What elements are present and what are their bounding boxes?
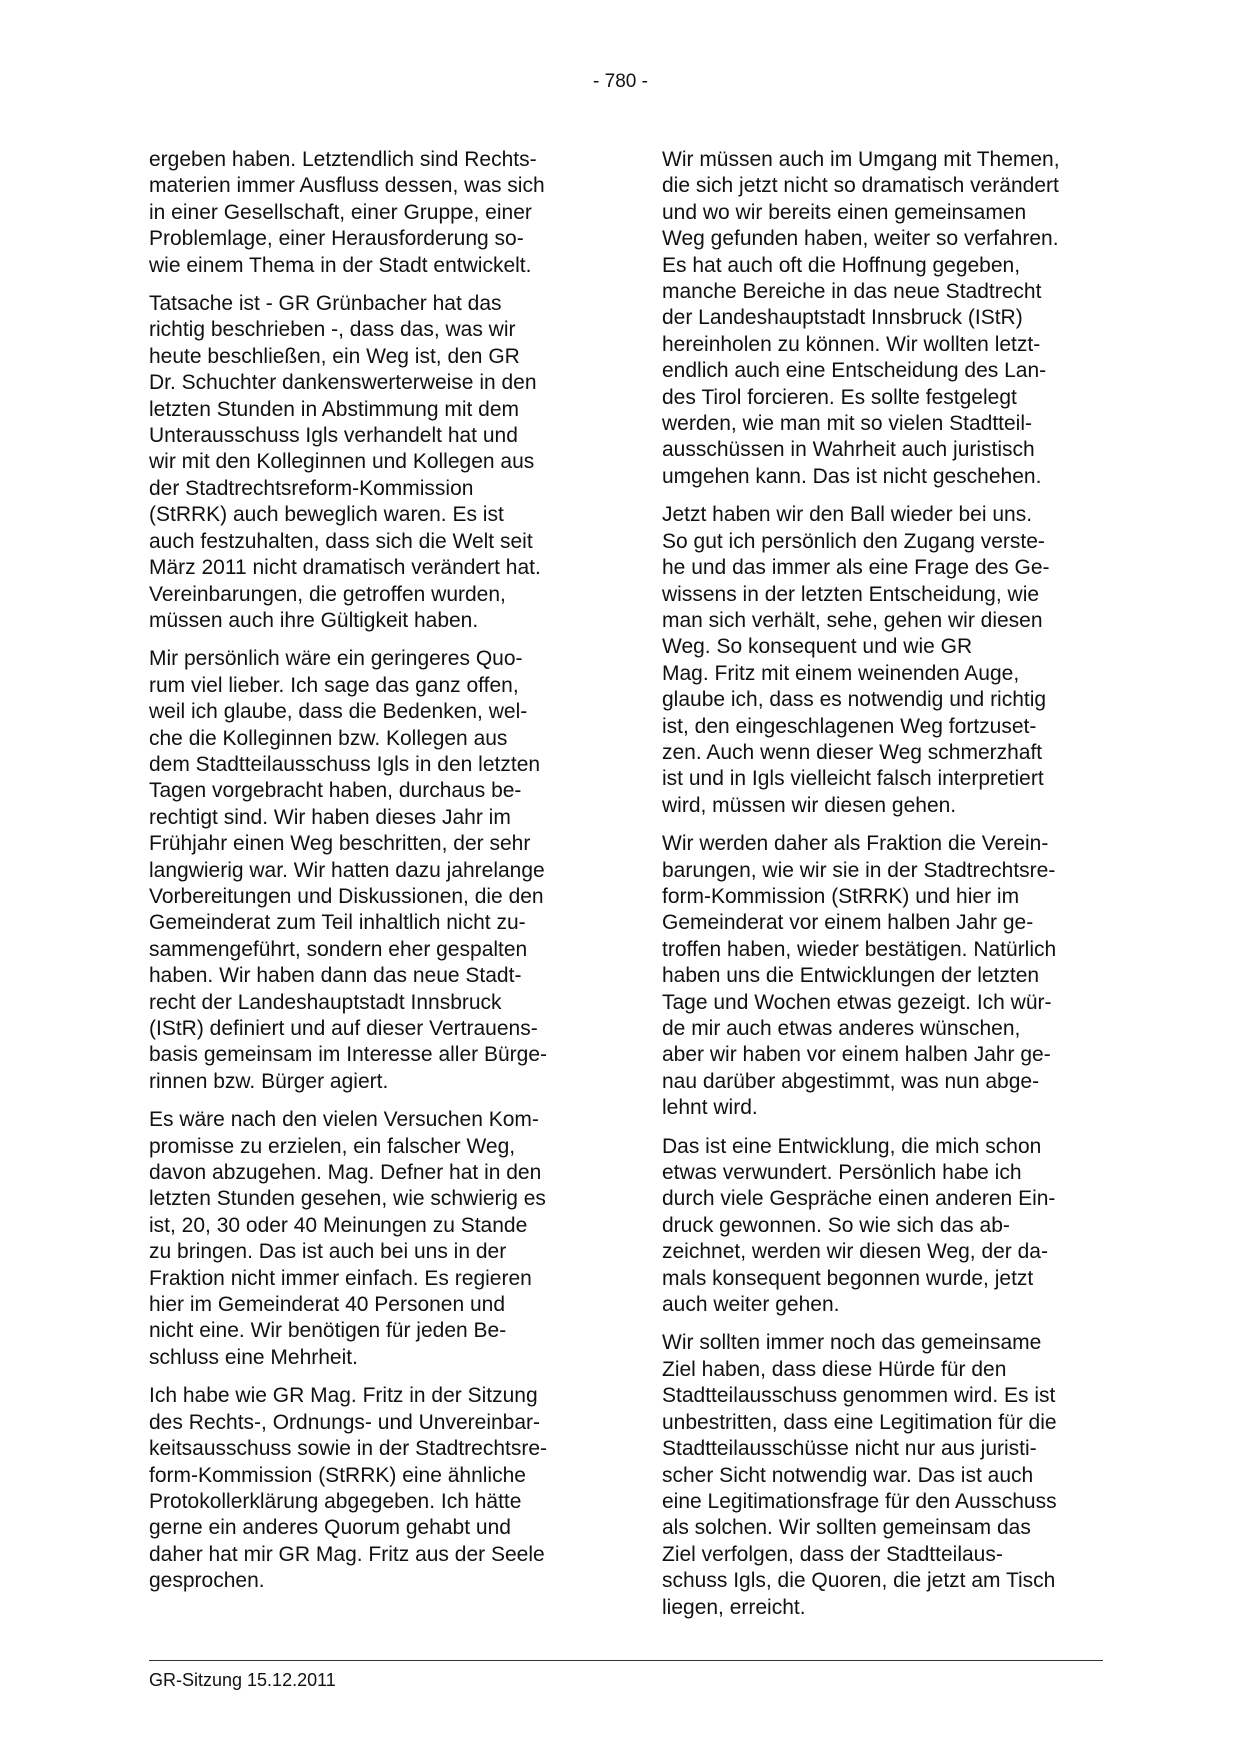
text-line: schluss eine Mehrheit. — [149, 1345, 358, 1369]
text-line: nau darüber abgestimmt, was nun abge- — [662, 1069, 1040, 1093]
text-line: ist, den eingeschlagenen Weg fortzuset- — [662, 714, 1037, 738]
text-line: zeichnet, werden wir diesen Weg, der da- — [662, 1240, 1048, 1264]
text-line: man sich verhält, sehe, gehen wir diesen — [662, 608, 1043, 632]
text-line: glaube ich, dass es notwendig und richtig — [662, 688, 1047, 712]
text-line: sammengeführt, sondern eher gespalten — [149, 937, 528, 961]
paragraph — [662, 1134, 1102, 1319]
text-line: nicht eine. Wir benötigen für jeden Be- — [149, 1319, 507, 1343]
text-line: auch festzuhalten, dass sich die Welt seit — [149, 529, 533, 553]
text-line: promisse zu erzielen, ein falscher Weg, — [149, 1134, 516, 1158]
text-line: Es hat auch oft die Hoffnung gegeben, — [662, 253, 1021, 277]
text-line: de mir auch etwas anderes wünschen, — [662, 1017, 1021, 1040]
text-line: in einer Gesellschaft, einer Gruppe, einer — [149, 200, 532, 224]
text-line: letzten Stunden gesehen, wie schwierig es — [149, 1187, 546, 1211]
paragraph — [662, 831, 1102, 1121]
text-line: Es wäre nach den vielen Versuchen Kom- — [149, 1108, 539, 1132]
text-line: So gut ich persönlich den Zugang verste- — [662, 529, 1045, 553]
text-line: barungen, wie wir sie in der Stadtrechtsre- — [662, 858, 1056, 882]
text-line: wissens in der letzten Entscheidung, wie — [662, 582, 1040, 606]
text-line: werden, wie man mit so vielen Stadtteil- — [662, 412, 1032, 436]
text-line: wir mit den Kolleginnen und Kollegen aus — [149, 450, 535, 474]
text-line: Protokollerklärung abgegeben. Ich hätte — [149, 1489, 522, 1513]
text-line: letzten Stunden in Abstimmung mit dem — [149, 397, 520, 421]
text-line: che die Kolleginnen bzw. Kollegen aus — [149, 726, 508, 750]
text-line: (StRRK) auch beweglich waren. Es ist — [149, 503, 504, 527]
text-line: Weg. So konsequent und wie GR — [662, 635, 973, 659]
text-line: wie einem Thema in der Stadt entwickelt. — [149, 253, 532, 277]
footer-session-date: GR-Sitzung 15.12.2011 — [149, 1670, 336, 1690]
text-line: Jetzt haben wir den Ball wieder bei uns. — [662, 503, 1033, 527]
text-line: troffen haben, wieder bestätigen. Natürlich — [662, 937, 1057, 961]
text-line: ist, 20, 30 oder 40 Meinungen zu Stande — [149, 1213, 528, 1237]
text-line: unbestritten, dass eine Legitimation für die — [662, 1410, 1057, 1434]
paragraph — [149, 291, 589, 634]
text-line: hereinholen zu können. Wir wollten letzt- — [662, 332, 1041, 356]
text-line: als solchen. Wir sollten gemeinsam das — [662, 1516, 1031, 1540]
text-line: und wo wir bereits einen gemeinsamen — [662, 200, 1027, 224]
text-line: eine Legitimationsfrage für den Ausschuss — [662, 1489, 1057, 1513]
text-line: richtig beschrieben -, dass das, was wir — [149, 318, 516, 342]
text-line: manche Bereiche in das neue Stadtrecht — [662, 280, 1042, 304]
paragraph — [149, 147, 589, 279]
text-line: he und das immer als eine Frage des Ge- — [662, 556, 1050, 580]
text-line: scher Sicht notwendig war. Das ist auch — [662, 1463, 1034, 1487]
text-line: gesprochen. — [149, 1569, 265, 1593]
text-line: Problemlage, einer Herausforderung so- — [149, 227, 524, 251]
text-line: Wir werden daher als Fraktion die Verein- — [662, 832, 1049, 856]
text-line: etwas verwundert. Persönlich habe ich — [662, 1161, 1022, 1185]
text-line: der Landeshauptstadt Innsbruck (IStR) — [662, 306, 1023, 330]
text-line: haben. Wir haben dann das neue Stadt- — [149, 964, 522, 988]
text-line: aber wir haben vor einem halben Jahr ge- — [662, 1043, 1051, 1067]
text-line: müssen auch ihre Gültigkeit haben. — [149, 608, 479, 632]
text-line: basis gemeinsam im Interesse aller Bürge- — [149, 1043, 547, 1067]
text-line: form-Kommission (StRRK) und hier im — [662, 884, 1020, 908]
text-line: Fraktion nicht immer einfach. Es regieren — [149, 1266, 532, 1290]
text-line: materien immer Ausfluss dessen, was sich — [149, 174, 545, 198]
text-line: auch weiter gehen. — [662, 1293, 840, 1317]
text-line: hier im Gemeinderat 40 Personen und — [149, 1293, 506, 1317]
text-line: Ich habe wie GR Mag. Fritz in der Sitzung — [149, 1384, 538, 1408]
text-line: Gemeinderat zum Teil inhaltlich nicht zu- — [149, 911, 526, 935]
footer-divider — [149, 1660, 1103, 1661]
text-line: wird, müssen wir diesen gehen. — [662, 793, 957, 817]
text-line: dem Stadtteilausschuss Igls in den letzten — [149, 752, 541, 776]
text-line: keitsausschuss sowie in der Stadtrechtsre- — [149, 1437, 548, 1461]
text-line: ist und in Igls vielleicht falsch interpretiert — [662, 767, 1044, 791]
text-line: ergeben haben. Letztendlich sind Rechts- — [149, 148, 537, 171]
page-number: - 780 - — [593, 71, 648, 92]
text-line: rum viel lieber. Ich sage das ganz offen, — [149, 673, 519, 697]
paragraph — [149, 1107, 589, 1371]
text-line: recht der Landeshauptstadt Innsbruck — [149, 990, 502, 1014]
text-line: des Rechts-, Ordnungs- und Unvereinbar- — [149, 1410, 541, 1434]
text-line: rechtigt sind. Wir haben dieses Jahr im — [149, 805, 511, 829]
text-line: durch viele Gespräche einen anderen Ein- — [662, 1187, 1056, 1211]
text-line: Mir persönlich wäre ein geringeres Quo- — [149, 647, 523, 671]
right-text-column — [662, 147, 1102, 1633]
text-line: davon abzugehen. Mag. Defner hat in den — [149, 1161, 542, 1185]
text-line: zu bringen. Das ist auch bei uns in der — [149, 1240, 507, 1264]
text-line: Das ist eine Entwicklung, die mich schon — [662, 1134, 1042, 1158]
text-line: Unterausschuss Igls verhandelt hat und — [149, 424, 518, 448]
text-line: daher hat mir GR Mag. Fritz aus der Seele — [149, 1542, 545, 1566]
text-line: Tagen vorgebracht haben, durchaus be- — [149, 779, 522, 803]
text-line: (IStR) definiert und auf dieser Vertrauens- — [149, 1017, 538, 1040]
text-line: heute beschließen, ein Weg ist, den GR — [149, 344, 520, 368]
paragraph — [662, 502, 1102, 819]
text-line: druck gewonnen. So wie sich das ab- — [662, 1213, 1010, 1237]
text-line: mals konsequent begonnen wurde, jetzt — [662, 1266, 1034, 1290]
text-line: Wir sollten immer noch das gemeinsame — [662, 1331, 1042, 1355]
text-line: rinnen bzw. Bürger agiert. — [149, 1069, 389, 1093]
paragraph — [149, 1383, 589, 1594]
text-line: Dr. Schuchter dankenswerterweise in den — [149, 371, 537, 395]
text-line: Wir müssen auch im Umgang mit Themen, — [662, 148, 1060, 171]
text-line: schuss Igls, die Quoren, die jetzt am Tisch — [662, 1569, 1056, 1593]
text-line: endlich auch eine Entscheidung des Lan- — [662, 359, 1047, 383]
text-line: Stadtteilausschuss genommen wird. Es ist — [662, 1384, 1056, 1408]
text-line: ausschüssen in Wahrheit auch juristisch — [662, 438, 1035, 462]
text-line: haben uns die Entwicklungen der letzten — [662, 964, 1040, 988]
text-line: Gemeinderat vor einem halben Jahr ge- — [662, 911, 1034, 935]
text-line: des Tirol forcieren. Es sollte festgelegt — [662, 385, 1017, 409]
text-line: März 2011 nicht dramatisch verändert hat. — [149, 556, 541, 580]
text-line: Vorbereitungen und Diskussionen, die den — [149, 884, 544, 908]
text-line: Ziel verfolgen, dass der Stadtteilaus- — [662, 1542, 1003, 1566]
text-line: gerne ein anderes Quorum gehabt und — [149, 1516, 511, 1540]
text-line: die sich jetzt nicht so dramatisch verändert — [662, 174, 1059, 198]
paragraph — [662, 1330, 1102, 1620]
text-line: Stadtteilausschüsse nicht nur aus juristi- — [662, 1437, 1037, 1461]
left-text-column — [149, 147, 589, 1607]
text-line: form-Kommission (StRRK) eine ähnliche — [149, 1463, 526, 1487]
text-line: langwierig war. Wir hatten dazu jahrelange — [149, 858, 545, 882]
text-line: Ziel haben, dass diese Hürde für den — [662, 1357, 1007, 1381]
text-line: Tage und Wochen etwas gezeigt. Ich wür- — [662, 990, 1052, 1014]
paragraph — [149, 646, 589, 1095]
text-line: Mag. Fritz mit einem weinenden Auge, — [662, 661, 1020, 685]
text-line: liegen, erreicht. — [662, 1595, 806, 1619]
text-line: Tatsache ist - GR Grünbacher hat das — [149, 292, 502, 316]
text-line: umgehen kann. Das ist nicht geschehen. — [662, 464, 1042, 488]
text-line: lehnt wird. — [662, 1096, 758, 1120]
text-line: der Stadtrechtsreform-Kommission — [149, 476, 474, 500]
text-line: Frühjahr einen Weg beschritten, der sehr — [149, 832, 531, 856]
text-line: zen. Auch wenn dieser Weg schmerzhaft — [662, 740, 1043, 764]
text-line: weil ich glaube, dass die Bedenken, wel- — [149, 700, 528, 724]
text-line: Vereinbarungen, die getroffen wurden, — [149, 582, 506, 606]
text-line: Weg gefunden haben, weiter so verfahren. — [662, 227, 1059, 251]
paragraph — [662, 147, 1102, 490]
